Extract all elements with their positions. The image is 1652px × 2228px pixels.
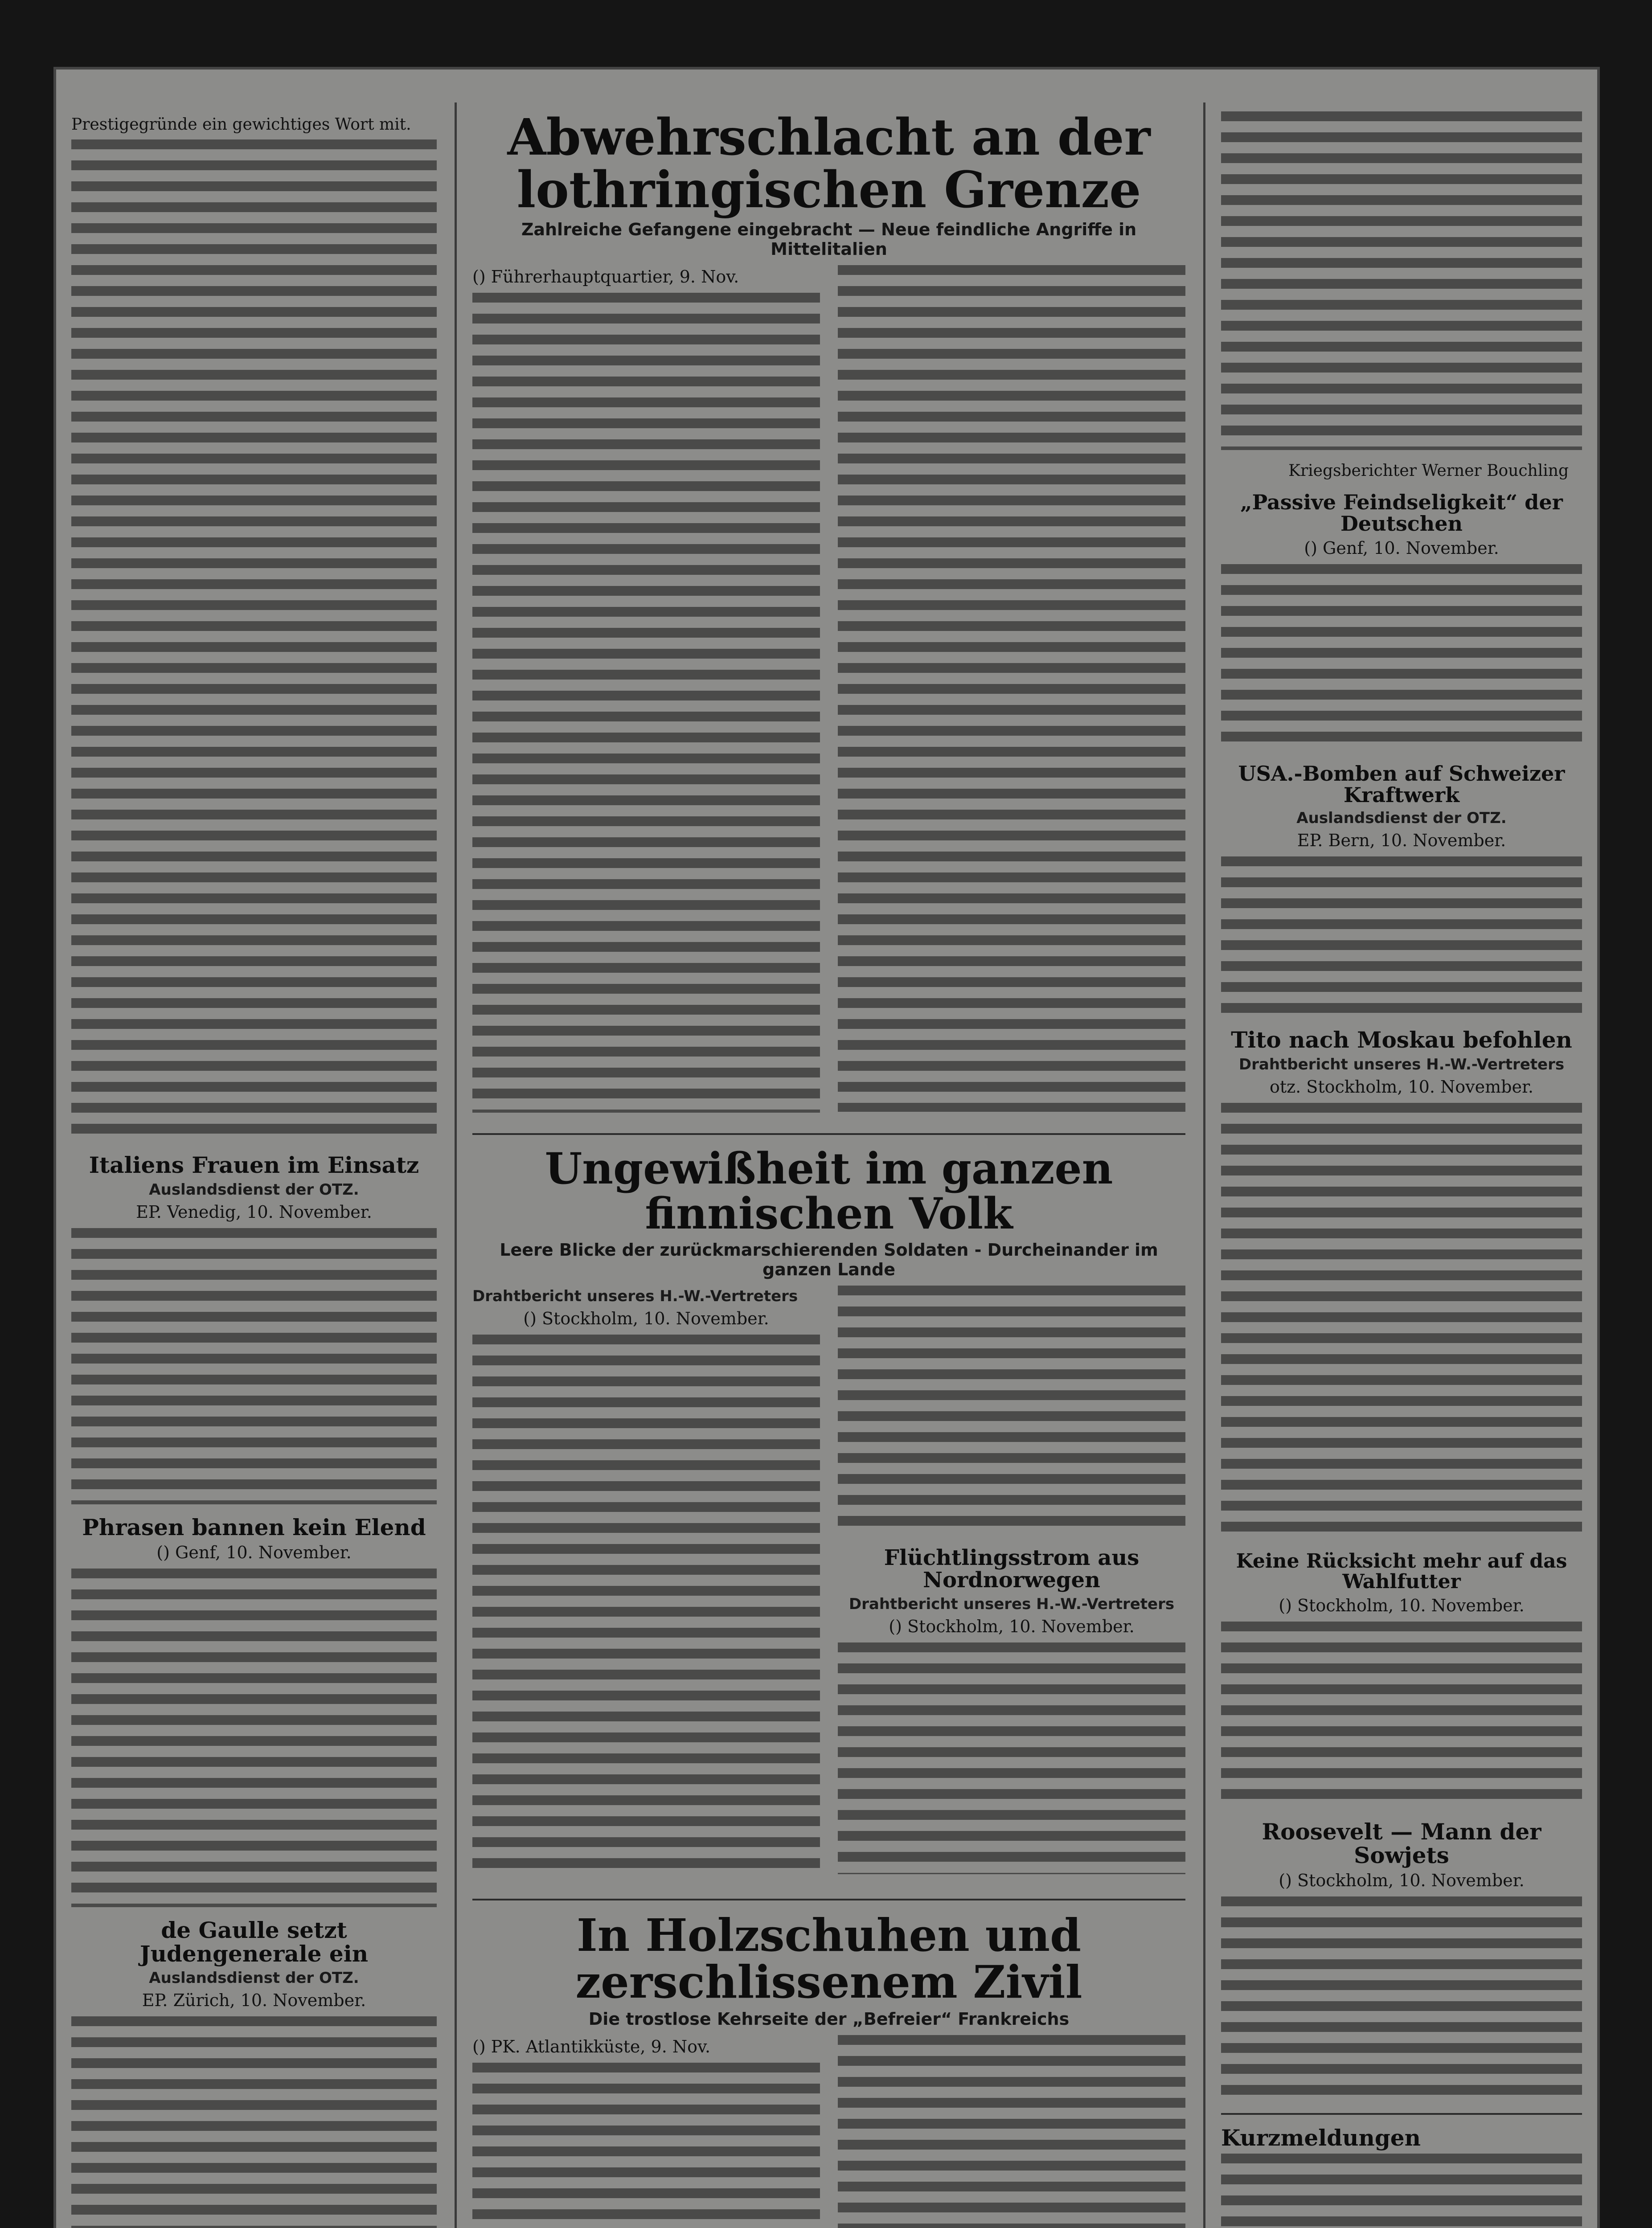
article-headline: Phrasen bannen kein Elend [82,1514,426,1540]
article-agency: Drahtbericht unseres H.-W.-Vertreters [472,1287,798,1305]
article-body [1221,1896,1582,2101]
article-headline: USA.-Bomben auf Schweizer Kraftwerk [1238,761,1565,807]
article-dateline: () Stockholm, 10. November. [1279,1871,1525,1891]
main-subline: Zahlreiche Gefangene eingebracht — Neue feindliche Angriffe in Mittelitalien [521,220,1137,259]
article-byline: Kriegsberichter Werner Bouchling [1288,462,1569,480]
article-dateline: () Stockholm, 10. November. [889,1616,1135,1636]
article-headline: In Holzschuhen und zerschlissenem Zivil [575,1909,1082,2008]
article-dateline: () Stockholm, 10. November. [523,1308,769,1328]
article-body [71,1569,437,1907]
article-body [71,2016,437,2228]
article-dateline: () Stockholm, 10. November. [1279,1596,1525,1616]
article-headline: Kurzmeldungen [1221,2125,1421,2151]
column-center [455,67,1203,2228]
article-body [71,1228,437,1504]
article-body [1221,111,1582,450]
article-headline: Flüchtlingsstrom aus Nordnorwegen [884,1545,1140,1593]
article-body [1221,856,1582,1017]
article-body [472,293,820,1113]
column-opening-line: Prestigegründe ein gewichtiges Wort mit. [71,115,411,134]
section-rule [1221,2113,1582,2115]
column-left [53,67,455,2228]
article-dateline: () PK. Atlantikküste, 9. Nov. [472,2036,711,2056]
main-headline: Abwehrschlacht an der lothringischen Grenze [507,108,1151,219]
article-body [1221,2154,1582,2228]
article-headline: „Passive Feindseligkeit“ der Deutschen [1240,490,1563,536]
section-rule [472,1899,1185,1900]
article-dateline: otz. Stockholm, 10. November. [1269,1077,1534,1097]
article-body [838,2035,1185,2228]
article-subline: Leere Blicke der zurückmarschierenden Soldaten - Durcheinander im ganzen Lande [500,1240,1158,1279]
article-dateline: EP. Zürich, 10. November. [142,1990,366,2010]
article-dateline: EP. Bern, 10. November. [1297,831,1506,851]
article-headline: Ungewißheit im ganzen finnischen Volk [545,1143,1113,1239]
article-dateline: EP. Venedig, 10. November. [136,1202,372,1222]
article-headline: Keine Rücksicht mehr auf das Wahlfutter [1236,1549,1567,1593]
article-body [472,2063,820,2228]
article-agency: Auslandsdienst der OTZ. [149,1969,359,1987]
article-headline: de Gaulle setzt Judengenerale ein [139,1917,369,1967]
article-body [71,139,437,1142]
article-dateline: () Führerhauptquartier, 9. Nov. [472,267,739,287]
article-body [1221,564,1582,751]
article-agency: Drahtbericht unseres H.-W.-Vertreters [849,1595,1175,1613]
article-body [472,1335,820,1878]
newspaper-page [53,67,1600,2228]
article-body [1221,1103,1582,1540]
article-headline: Italiens Frauen im Einsatz [89,1152,419,1178]
article-dateline: () Genf, 10. November. [1304,538,1499,558]
article-agency: Auslandsdienst der OTZ. [1296,809,1507,827]
article-body [1221,1622,1582,1809]
article-headline: Tito nach Moskau befohlen [1231,1027,1572,1053]
article-agency: Auslandsdienst der OTZ. [149,1180,359,1199]
article-body [838,265,1185,1112]
article-body [838,1286,1185,1535]
section-rule [472,1133,1185,1135]
column-right [1203,67,1600,2228]
article-dateline: () Genf, 10. November. [156,1543,352,1562]
article-agency: Drahtbericht unseres H.-W.-Vertreters [1238,1055,1565,1073]
article-subline: Die trostlose Kehrseite der „Befreier“ Frankreichs [588,2009,1070,2029]
article-body [838,1642,1185,1874]
article-headline: Roosevelt — Mann der Sowjets [1262,1818,1541,1868]
